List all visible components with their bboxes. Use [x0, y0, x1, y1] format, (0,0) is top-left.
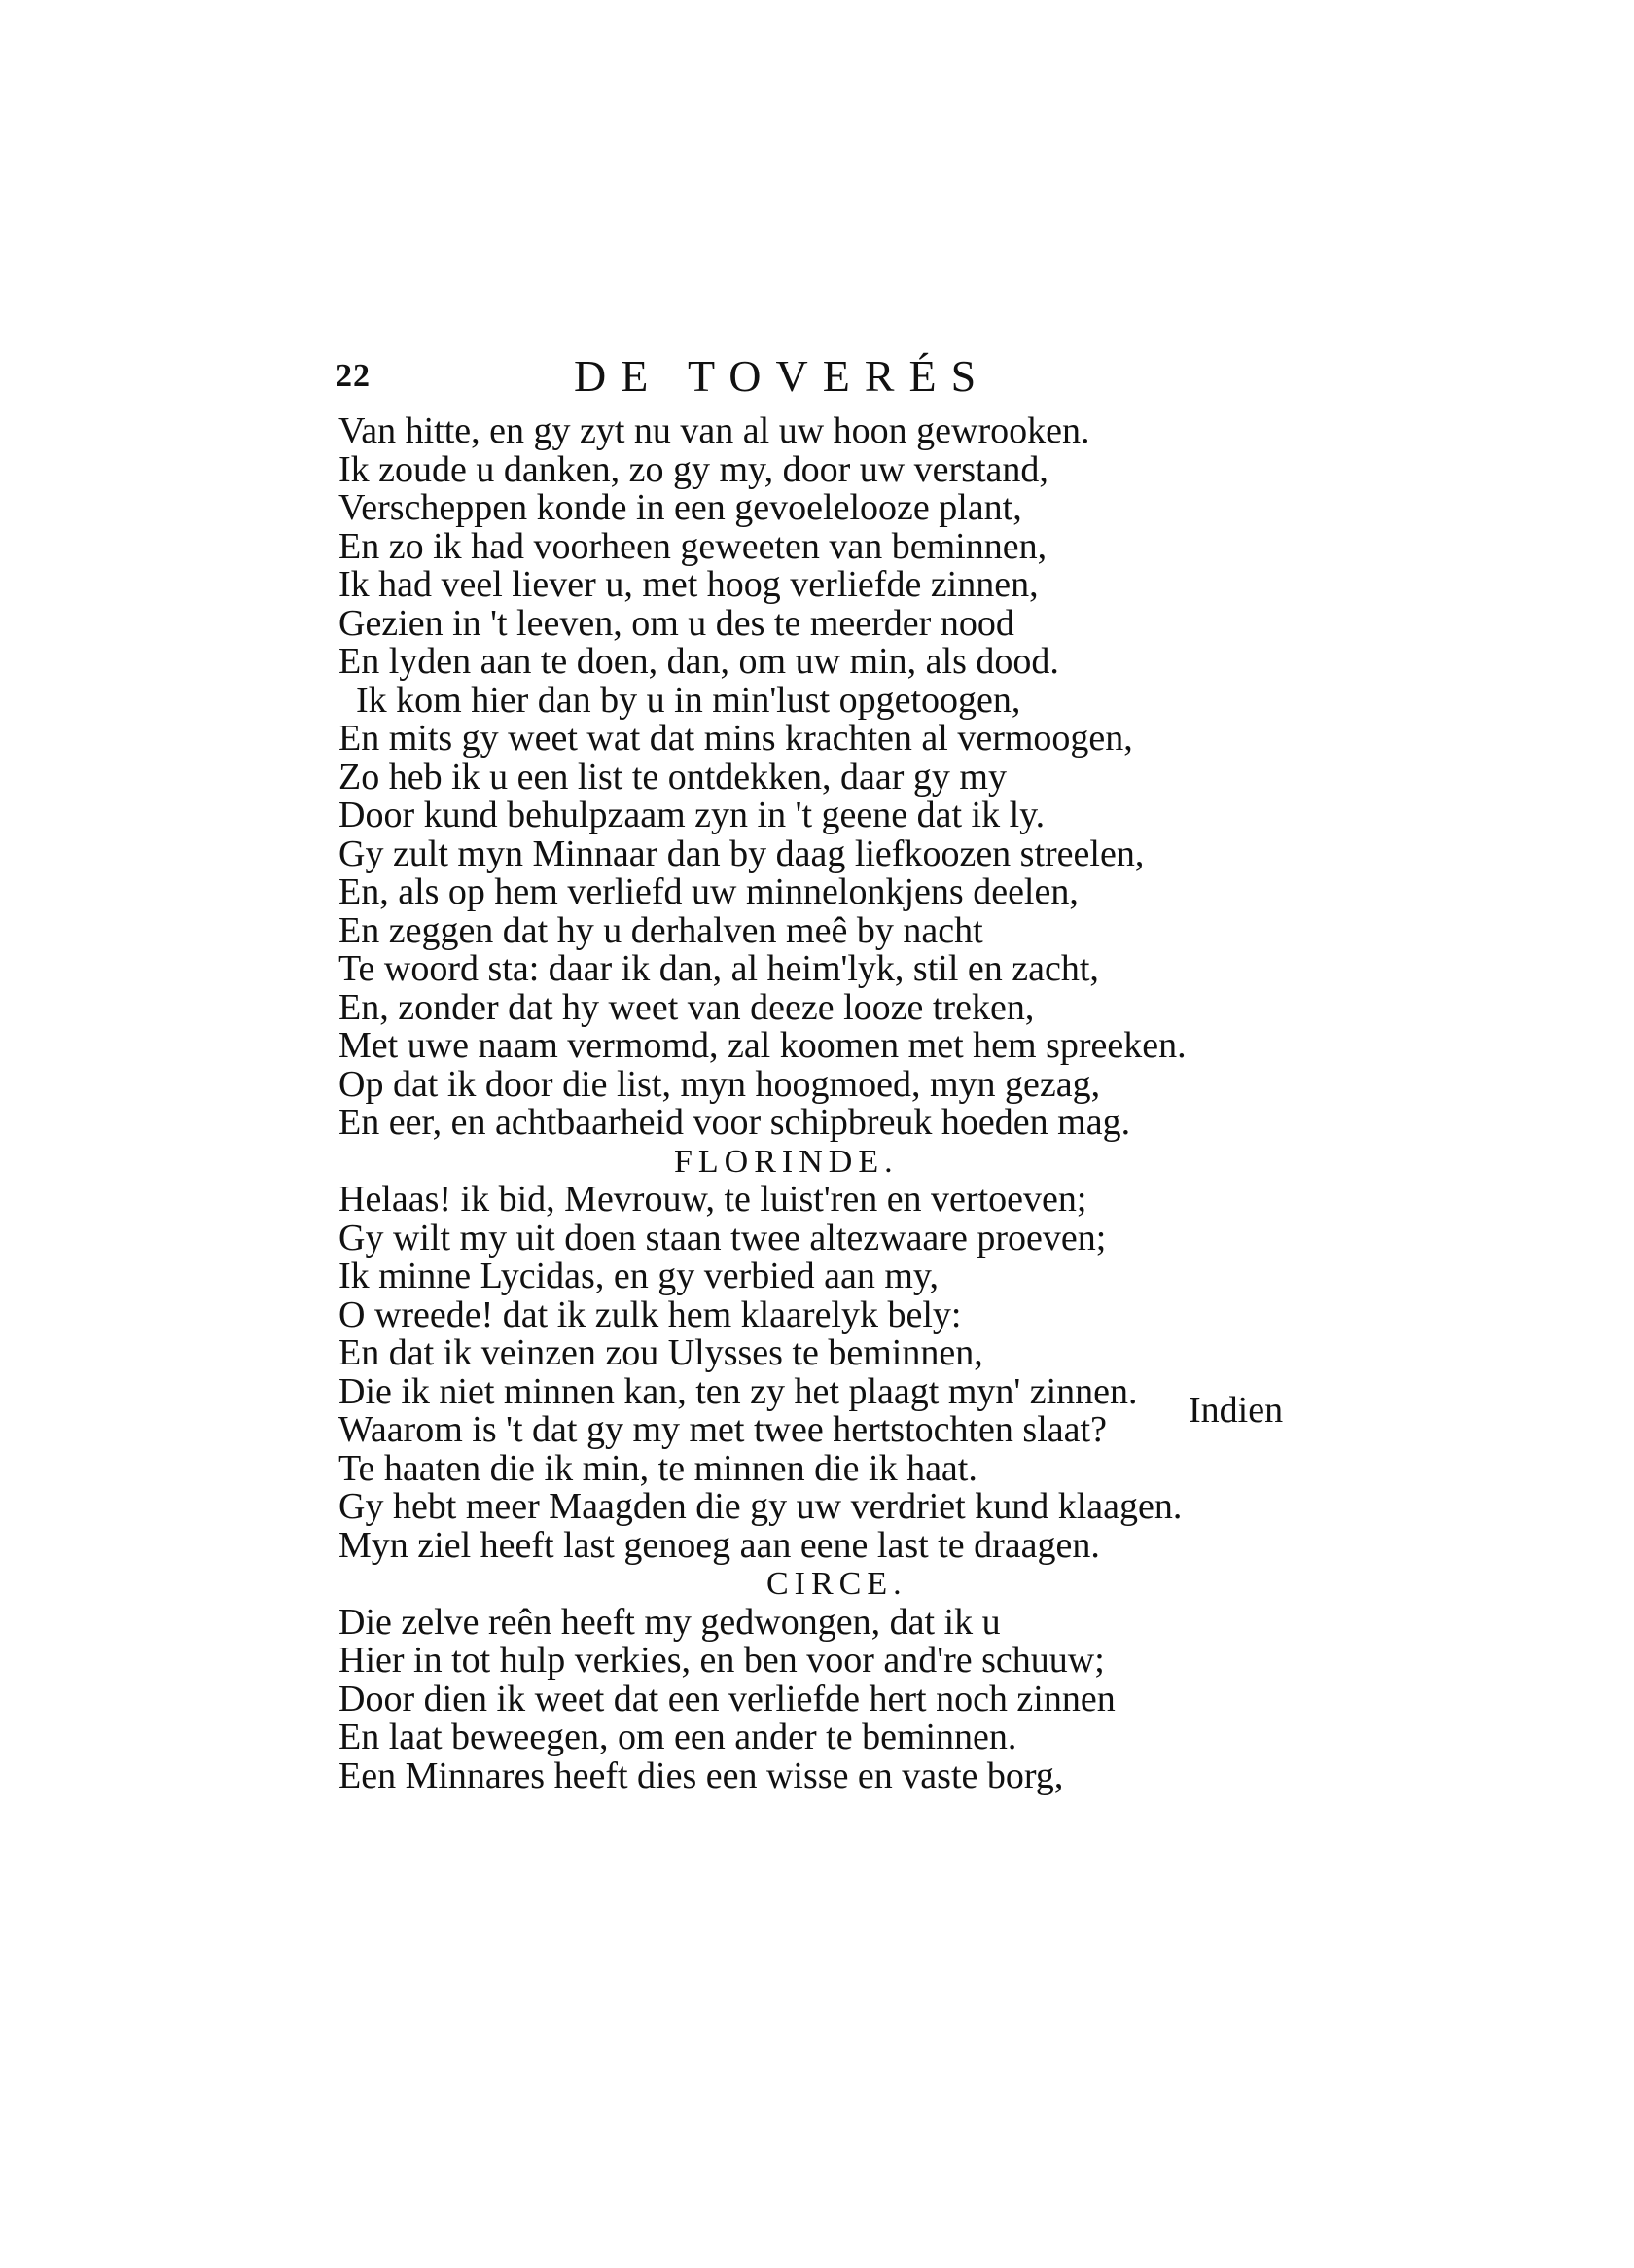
verse-line: En lyden aan te doen, dan, om uw min, als dood.	[338, 641, 1059, 682]
verse-line: Van hitte, en gy zyt nu van al uw hoon gewrooken.	[338, 410, 1090, 451]
verse-line: Gezien in 't leeven, om u des te meerder nood	[338, 602, 1014, 644]
verse-line: En, zonder dat hy weet van deeze looze treken,	[338, 986, 1035, 1028]
verse-line: En zo ik had voorheen geweeten van beminnen,	[338, 525, 1048, 567]
catchword: Indien	[1189, 1390, 1284, 1431]
verse-line: Die ik niet minnen kan, ten zy het plaagt myn' zinnen.	[338, 1370, 1138, 1412]
verse-line: Waarom is 't dat gy my met twee hertstochten slaat?	[338, 1409, 1107, 1450]
verse-line: Gy hebt meer Maagden die gy uw verdriet kund klaagen.	[338, 1486, 1183, 1527]
verse-line: Zo heb ik u een list te ontdekken, daar gy my	[338, 756, 1007, 797]
verse-line: Op dat ik door die list, myn hoogmoed, myn gezag,	[338, 1063, 1101, 1105]
verse-line: En zeggen dat hy u derhalven meê by nacht	[338, 909, 983, 951]
verse-line: En, als op hem verliefd uw minnelonkjens deelen,	[338, 871, 1079, 912]
verse-line: Ik minne Lycidas, en gy verbied aan my,	[338, 1256, 939, 1296]
verse-line: Te woord sta: daar ik dan, al heim'lyk, stil en zacht,	[338, 948, 1099, 989]
verse-line: Ik zoude u danken, zo gy my, door uw verstand,	[338, 448, 1048, 490]
verse-line: Helaas! ik bid, Mevrouw, te luist'ren en vertoeven;	[338, 1179, 1087, 1220]
verse-line: Die zelve reên heeft my gedwongen, dat ik u	[338, 1601, 1001, 1643]
verse-line: Myn ziel heeft last genoeg aan eene last te draagen.	[338, 1524, 1100, 1566]
verse-line: En dat ik veinzen zou Ulysses te beminnen,	[338, 1332, 983, 1373]
running-title: DE TOVERÉS	[574, 351, 991, 401]
verse-line: Hier in tot hulp verkies, en ben voor and're schuuw;	[338, 1640, 1105, 1681]
verse-line: En laat beweegen, om een ander te beminnen.	[338, 1717, 1017, 1757]
speaker-heading: FLORINDE.	[674, 1143, 899, 1180]
verse-text	[338, 412, 1311, 1795]
verse-line: Gy wilt my uit doen staan twee altezwaare proeven;	[338, 1217, 1107, 1258]
page-header	[336, 350, 1114, 418]
verse-line: Ik had veel liever u, met hoog verliefde zinnen,	[338, 564, 1039, 605]
verse-line: En mits gy weet wat dat mins krachten al vermoogen,	[338, 718, 1133, 759]
page-number: 22	[336, 358, 371, 394]
verse-line: Te haaten die ik min, te minnen die ik haat.	[338, 1447, 977, 1489]
verse-line: En eer, en achtbaarheid voor schipbreuk hoeden mag.	[338, 1102, 1131, 1143]
verse-line: Met uwe naam vermomd, zal koomen met hem spreeken.	[338, 1025, 1187, 1066]
verse-line: O wreede! dat ik zulk hem klaarelyk bely:	[338, 1293, 962, 1335]
verse-line: Door kund behulpzaam zyn in 't geene dat ik ly.	[338, 795, 1046, 835]
speaker-heading: CIRCE.	[766, 1566, 907, 1602]
verse-line: Ik kom hier dan by u in min'lust opgetoogen,	[356, 679, 1021, 721]
verse-line: Verscheppen konde in een gevoelelooze plant,	[338, 487, 1022, 528]
verse-line: Door dien ik weet dat een verliefde hert noch zinnen	[338, 1678, 1116, 1719]
verse-line: Een Minnares heeft dies een wisse en vaste borg,	[338, 1754, 1064, 1796]
verse-line: Gy zult myn Minnaar dan by daag liefkoozen streelen,	[338, 833, 1145, 874]
